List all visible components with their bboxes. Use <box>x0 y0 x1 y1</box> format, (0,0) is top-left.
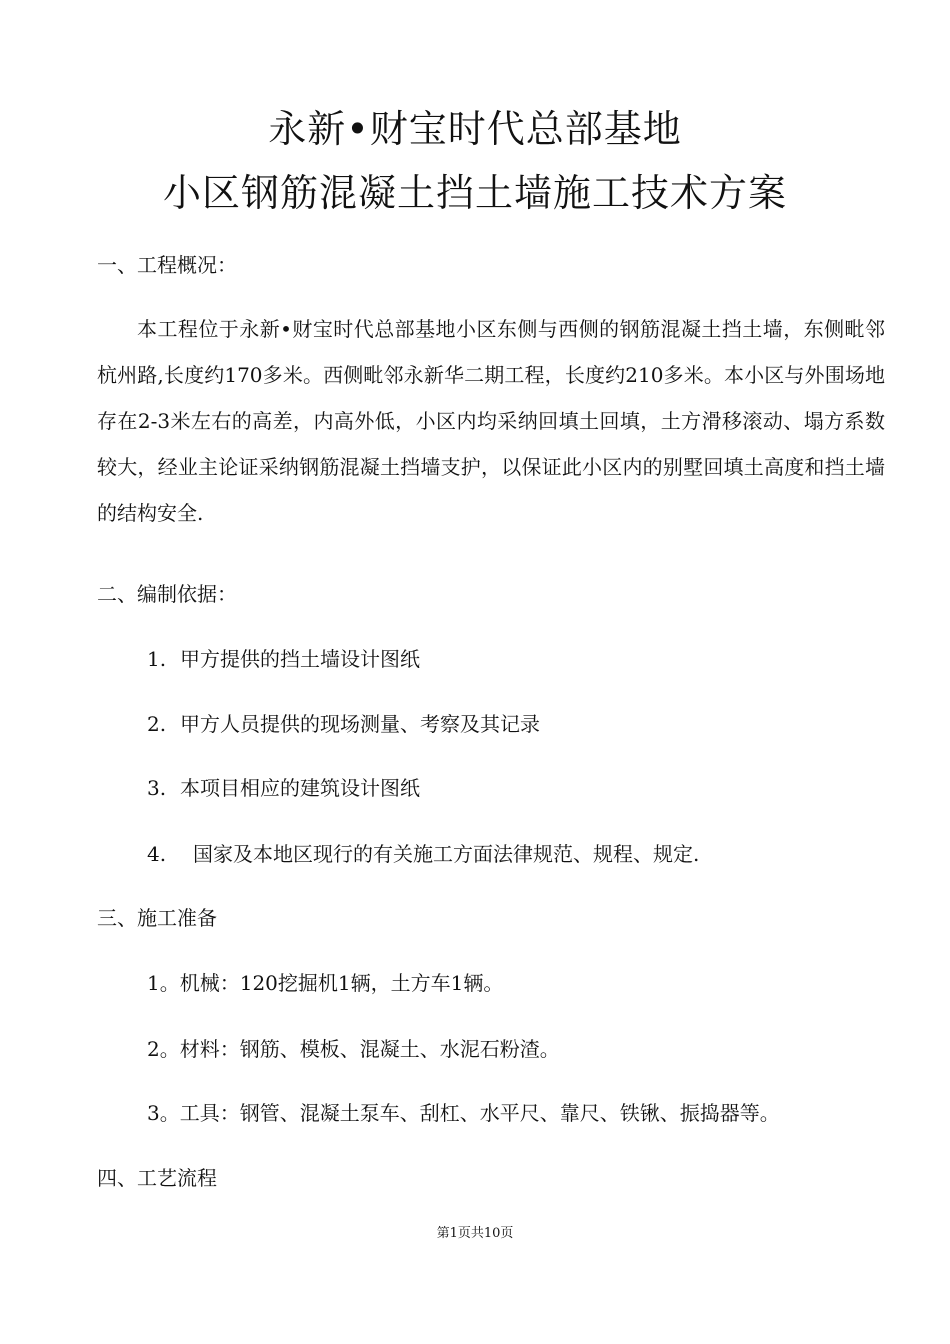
basis-item-text: 本项目相应的建筑设计图纸 <box>180 776 420 800</box>
basis-item-number: 4. <box>147 842 167 866</box>
basis-item <box>147 774 420 802</box>
basis-item <box>147 840 699 868</box>
basis-item-number: 3. <box>147 776 167 800</box>
section-heading-process: 四、工艺流程 <box>97 1166 217 1190</box>
section-heading-basis: 二、编制依据： <box>97 582 237 606</box>
preparation-item: 2。材料：钢筋、模板、混凝土、水泥石粉渣。 <box>147 1037 560 1061</box>
basis-item <box>147 645 420 673</box>
preparation-item: 1。机械：120挖掘机1辆，土方车1辆。 <box>147 971 504 995</box>
document-title-line-2: 小区钢筋混凝土挡土墙施工技术方案 <box>162 171 787 215</box>
section-heading-overview: 一、工程概况： <box>97 253 237 277</box>
section-heading-preparation: 三、施工准备 <box>97 906 217 930</box>
basis-item-number: 2. <box>147 712 167 736</box>
document-title-line-1: 永新•财宝时代总部基地 <box>268 107 682 151</box>
basis-item <box>147 710 540 738</box>
basis-item-text: 国家及本地区现行的有关施工方面法律规范、规程、规定. <box>193 842 700 866</box>
overview-paragraph: 本工程位于永新•财宝时代总部基地小区东侧与西侧的钢筋混凝土挡土墙，东侧毗邻杭州路,长度约170多米。西侧毗邻永新华二期工程，长度约210多米。本小区与外围场地存在2-3米左右的高差，内高外低，小区内均采纳回填土回填，土方滑移滚动、塌方系数较大，经业主论证采纳钢筋混凝土挡墙支护，以保证此小区内的别墅回填土高度和挡土墙的结构安全. <box>97 317 885 525</box>
page-footer: 第1页共10页 <box>436 1226 514 1241</box>
basis-item-text: 甲方提供的挡土墙设计图纸 <box>180 647 420 671</box>
basis-item-number: 1. <box>147 647 167 671</box>
preparation-item: 3。工具：钢管、混凝土泵车、刮杠、水平尺、靠尺、铁锹、振捣器等。 <box>147 1101 780 1125</box>
basis-item-text: 甲方人员提供的现场测量、考察及其记录 <box>180 712 540 736</box>
